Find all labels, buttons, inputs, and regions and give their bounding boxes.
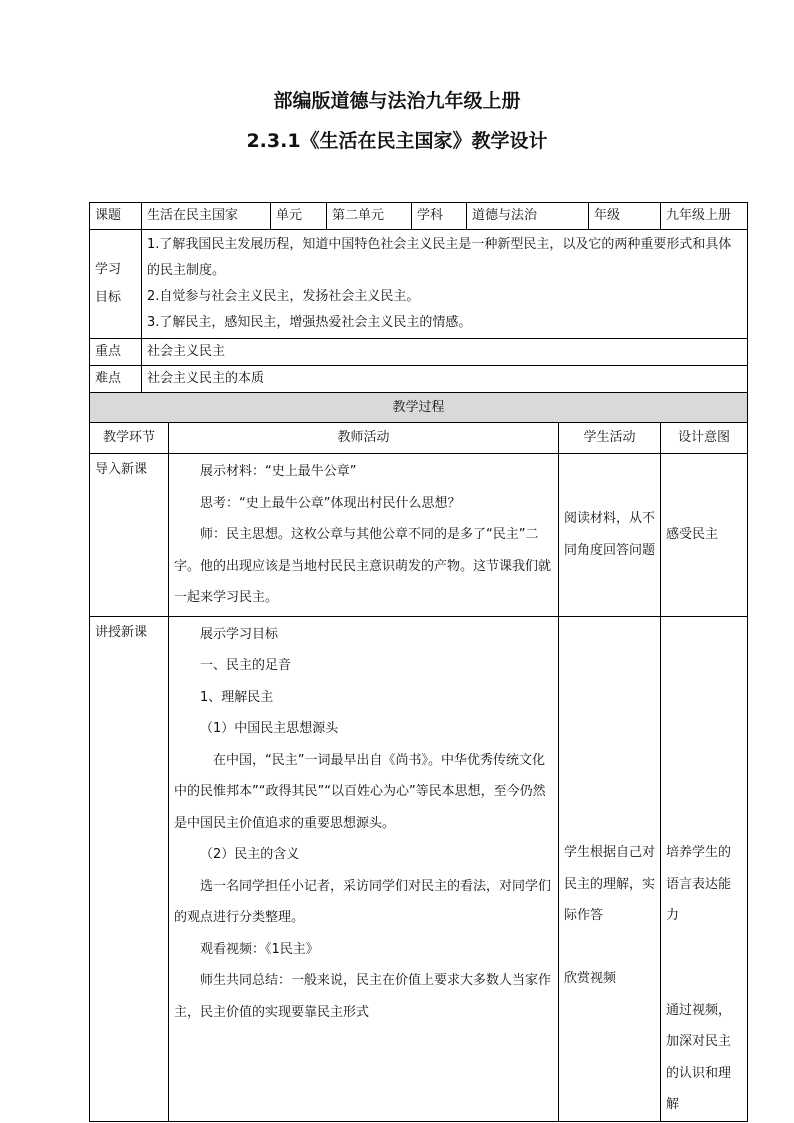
- goal-item: 3.了解民主，感知民主，增强热爱社会主义民主的情感。: [147, 315, 472, 330]
- new-student-response: 学生根据自己对民主的理解，实际作答: [564, 845, 656, 923]
- new-teacher-line: 在中国，“民主”一词最早出自《尚书》。中华优秀传统文化中的民惟邦本”“政得其民”“以百姓心为心”等民本思想，至今仍然是中国民主价值追求的重要思想源头。: [174, 752, 546, 831]
- intro-teacher-line: 师：民主思想。这枚公章与其他公章不同的是多了“民主”二字。他的出现应该是当地村民民主意识萌发的产物。这节课我们就一起来学习民主。: [174, 527, 552, 605]
- new-teacher-line: 选一名同学担任小记者，采访同学们对民主的看法，对同学们的观点进行分类整理。: [174, 878, 552, 925]
- new-teacher-line: 师生共同总结：一般来说，民主在价值上要求大多数人当家作主，民主价值的实现要靠民主形式: [174, 973, 552, 1020]
- intro-teacher-line: 思考：“史上最牛公章”体现出村民什么思想？: [200, 495, 461, 511]
- difficulty-value: 社会主义民主的本质: [142, 366, 748, 393]
- subject-label: 学科: [412, 203, 467, 230]
- new-teacher: [169, 616, 559, 1121]
- new-stage: 讲授新课: [90, 616, 169, 1121]
- process-row-intro: [90, 454, 748, 617]
- unit-value: 第二单元: [327, 203, 412, 230]
- header-intent: 设计意图: [661, 423, 748, 454]
- info-row-difficulty: [90, 366, 748, 393]
- header-stage: 教学环节: [90, 423, 169, 454]
- lesson-label: 课题: [90, 203, 142, 230]
- new-teacher-line: （2）民主的含义: [200, 847, 300, 862]
- header-student: 学生活动: [559, 423, 661, 454]
- goals-label: [90, 230, 142, 339]
- info-row-goals: [90, 230, 748, 339]
- info-row-lesson: [90, 203, 748, 230]
- subject-value: 道德与法治: [467, 203, 589, 230]
- process-title-row: [90, 393, 748, 423]
- document-subtitle: 2.3.1《生活在民主国家》教学设计: [246, 130, 548, 152]
- process-row-new: [90, 616, 748, 1121]
- goals-label-line2: 目标: [95, 290, 122, 305]
- lesson-plan-table: [89, 202, 748, 1122]
- goal-item: 2.自觉参与社会主义民主，发扬社会主义民主。: [147, 289, 420, 304]
- new-student: [559, 616, 661, 1121]
- new-teacher-line: 展示学习目标: [200, 626, 279, 642]
- new-intent: [661, 616, 748, 1121]
- grade-value: 九年级上册: [661, 203, 748, 230]
- intro-teacher-line: 展示材料：“史上最牛公章”: [200, 464, 357, 479]
- key-label: 重点: [90, 339, 142, 366]
- new-intent-language: 培养学生的语言表达能力: [666, 845, 732, 923]
- intro-intent: 感受民主: [661, 454, 748, 617]
- document-title: 部编版道德与法治九年级上册: [273, 90, 521, 112]
- lesson-value: 生活在民主国家: [142, 203, 271, 230]
- difficulty-label: 难点: [90, 366, 142, 393]
- grade-label: 年级: [589, 203, 661, 230]
- new-teacher-line: 一、民主的足音: [200, 658, 292, 673]
- goals-content: [142, 230, 748, 339]
- new-teacher-line: 1、理解民主: [200, 689, 274, 705]
- header-teacher: 教师活动: [169, 423, 559, 454]
- info-row-key: [90, 339, 748, 366]
- new-student-video: 欣赏视频: [564, 971, 617, 986]
- goal-item: 1.了解我国民主发展历程，知道中国特色社会主义民主是一种新型民主，以及它的两种重要形式和具体的民主制度。: [147, 237, 732, 278]
- new-teacher-line: 观看视频：《1民主》: [200, 941, 319, 957]
- intro-student: 阅读材料，从不同角度回答问题: [559, 454, 661, 617]
- goals-label-line1: 学习: [95, 262, 122, 277]
- process-title: 教学过程: [90, 393, 748, 423]
- process-header-row: [90, 423, 748, 454]
- intro-teacher: [169, 454, 559, 617]
- unit-label: 单元: [271, 203, 327, 230]
- new-intent-video: 通过视频，加深对民主的认识和理解: [666, 1002, 732, 1112]
- new-teacher-line: （1）中国民主思想源头: [200, 721, 339, 736]
- key-value: 社会主义民主: [142, 339, 748, 366]
- intro-stage: 导入新课: [90, 454, 169, 617]
